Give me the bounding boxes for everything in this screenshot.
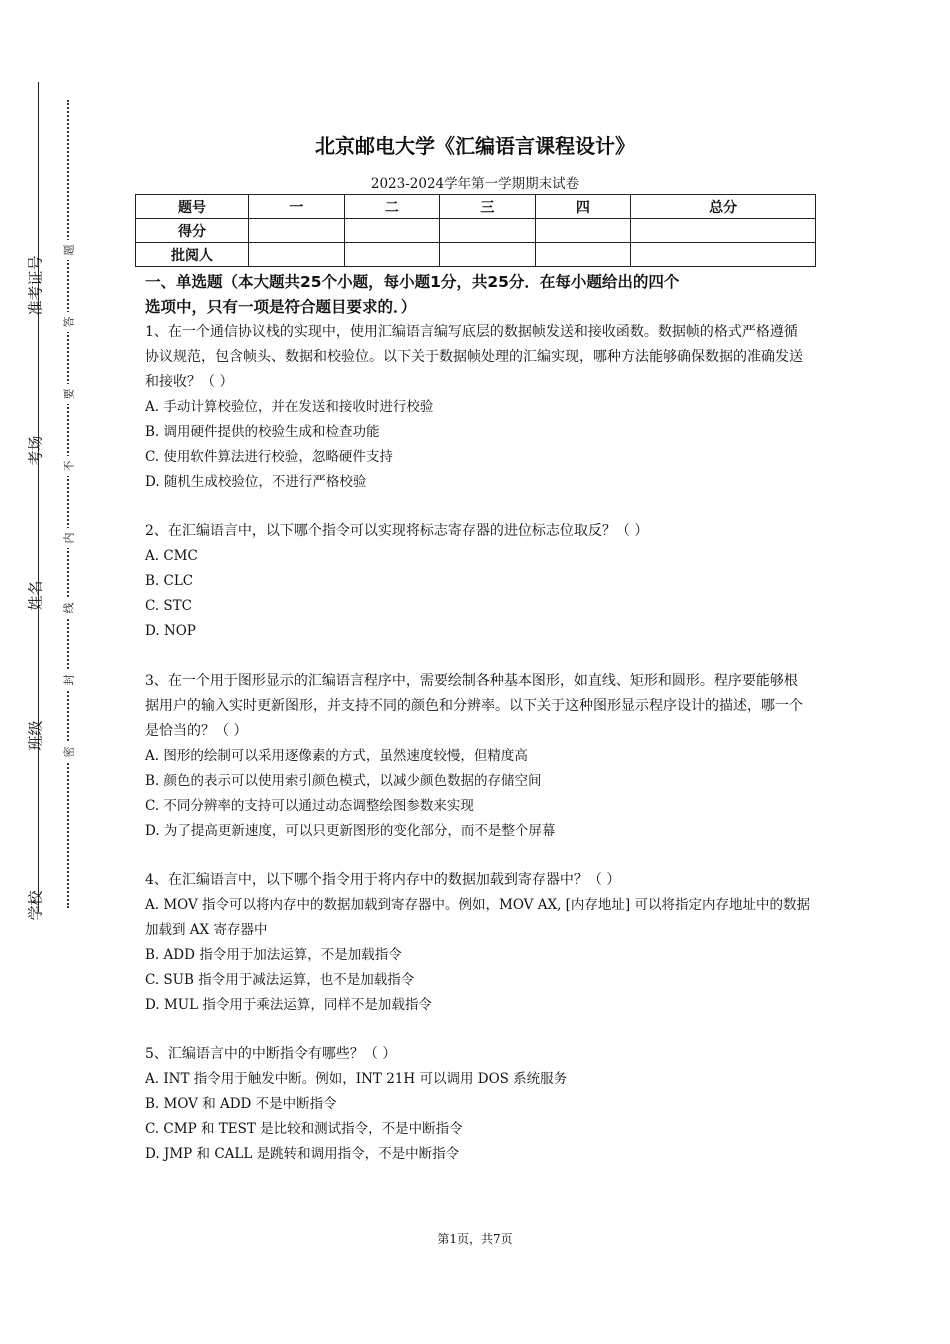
score-input-cell[interactable] xyxy=(535,219,631,243)
table-cell: 批阅人 xyxy=(136,243,249,267)
option-d[interactable]: D. JMP 和 CALL 是跳转和调用指令，不是中断指令 xyxy=(145,1146,460,1162)
table-cell: 二 xyxy=(344,195,440,219)
table-cell: 四 xyxy=(535,195,631,219)
option-b[interactable]: B. ADD 指令用于加法运算，不是加载指令 xyxy=(145,947,402,963)
option-a[interactable]: A. 图形的绘制可以采用逐像素的方式，虽然速度较慢，但精度高 xyxy=(145,748,528,764)
question-stem: 4、在汇编语言中，以下哪个指令用于将内存中的数据加载到寄存器中？（ ） xyxy=(145,872,621,888)
option-b[interactable]: B. CLC xyxy=(145,573,194,589)
option-c[interactable]: C. STC xyxy=(145,598,193,614)
class-label: 班级 xyxy=(26,719,45,751)
seal-char: 题 xyxy=(58,240,78,260)
grader-input-cell[interactable] xyxy=(535,243,631,267)
option-a[interactable]: A. INT 指令用于触发中断。例如，INT 21H 可以调用 DOS 系统服务 xyxy=(145,1071,568,1087)
option-d[interactable]: D. NOP xyxy=(145,623,196,639)
table-cell: 一 xyxy=(249,195,345,219)
grader-input-cell[interactable] xyxy=(631,243,816,267)
section-heading: 一、单选题（本大题共25个小题，每小题1分，共25分．在每小题给出的四个 选项中，只有一项是符合题目要求的．） xyxy=(145,273,680,316)
question-4 xyxy=(145,868,810,1018)
score-table-header-row xyxy=(136,195,816,219)
score-input-cell[interactable] xyxy=(344,219,440,243)
question-2 xyxy=(145,519,810,644)
name-label: 姓名 xyxy=(26,579,45,611)
exam-title: 北京邮电大学《汇编语言课程设计》 xyxy=(315,134,635,158)
table-cell: 三 xyxy=(440,195,536,219)
option-a[interactable]: A. CMC xyxy=(145,548,198,564)
grader-row xyxy=(136,243,816,267)
seal-char: 密 xyxy=(58,742,78,762)
option-d[interactable]: D. 随机生成校验位，不进行严格校验 xyxy=(145,474,367,490)
seal-dotted-line xyxy=(67,100,69,908)
seal-char: 线 xyxy=(58,598,78,618)
option-c[interactable]: C. 使用软件算法进行校验，忽略硬件支持 xyxy=(145,449,393,465)
exam-subtitle: 2023-2024学年第一学期期末试卷 xyxy=(370,176,580,192)
option-d[interactable]: D. 为了提高更新速度，可以只更新图形的变化部分，而不是整个屏幕 xyxy=(145,823,556,839)
table-cell: 总分 xyxy=(631,195,816,219)
grader-input-cell[interactable] xyxy=(440,243,536,267)
seal-char: 要 xyxy=(58,384,78,404)
grader-input-cell[interactable] xyxy=(344,243,440,267)
option-c[interactable]: C. SUB 指令用于减法运算，也不是加载指令 xyxy=(145,972,415,988)
score-input-cell[interactable] xyxy=(440,219,536,243)
question-stem: 1、在一个通信协议栈的实现中，使用汇编语言编写底层的数据帧发送和接收函数。数据帧的格式严格遵循协议规范，包含帧头、数据和校验位。以下关于数据帧处理的汇编实现，哪种方法能够确保数据的准确发送和接收？（ ） xyxy=(145,324,803,390)
option-a[interactable]: A. 手动计算校验位，并在发送和接收时进行校验 xyxy=(145,399,434,415)
option-b[interactable]: B. MOV 和 ADD 不是中断指令 xyxy=(145,1096,337,1112)
exam-room-label: 考场 xyxy=(26,434,45,466)
score-input-cell[interactable] xyxy=(249,219,345,243)
binding-line xyxy=(38,82,39,912)
score-table xyxy=(135,194,816,267)
score-row xyxy=(136,219,816,243)
seal-char: 答 xyxy=(58,312,78,332)
table-cell: 题号 xyxy=(136,195,249,219)
table-cell: 得分 xyxy=(136,219,249,243)
option-c[interactable]: C. 不同分辨率的支持可以通过动态调整绘图参数来实现 xyxy=(145,798,474,814)
question-stem: 5、汇编语言中的中断指令有哪些？（ ） xyxy=(145,1046,397,1062)
school-label: 学校 xyxy=(26,889,45,921)
question-stem: 3、在一个用于图形显示的汇编语言程序中，需要绘制各种基本图形，如直线、矩形和圆形。程序要能够根据用户的输入实时更新图形，并支持不同的颜色和分辨率。以下关于这种图形显示程序设计的描述，哪一个是恰当的？（ ） xyxy=(145,673,803,739)
exam-number-label: 准考证号 xyxy=(26,254,45,316)
seal-char: 内 xyxy=(58,528,78,548)
option-b[interactable]: B. 调用硬件提供的校验生成和检查功能 xyxy=(145,424,380,440)
option-a[interactable]: A. MOV 指令可以将内存中的数据加载到寄存器中。例如，MOV AX, [内存地址] 可以将指定内存地址中的数据加载到 AX 寄存器中 xyxy=(145,897,810,938)
seal-char: 封 xyxy=(58,670,78,690)
question-1 xyxy=(145,320,810,495)
option-c[interactable]: C. CMP 和 TEST 是比较和测试指令，不是中断指令 xyxy=(145,1121,463,1137)
question-stem: 2、在汇编语言中，以下哪个指令可以实现将标志寄存器的进位标志位取反？（ ） xyxy=(145,523,649,539)
option-b[interactable]: B. 颜色的表示可以使用索引颜色模式，以减少颜色数据的存储空间 xyxy=(145,773,542,789)
seal-char: 不 xyxy=(58,456,78,476)
page-footer: 第1页，共7页 xyxy=(437,1232,513,1246)
score-input-cell[interactable] xyxy=(631,219,816,243)
question-3 xyxy=(145,669,810,844)
grader-input-cell[interactable] xyxy=(249,243,345,267)
option-d[interactable]: D. MUL 指令用于乘法运算，同样不是加载指令 xyxy=(145,997,432,1013)
question-5 xyxy=(145,1042,810,1167)
